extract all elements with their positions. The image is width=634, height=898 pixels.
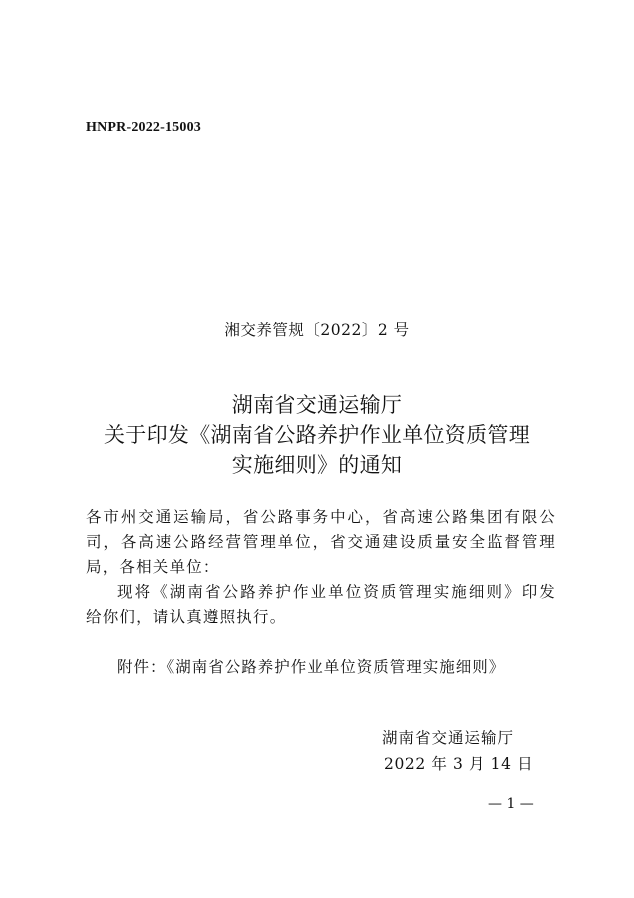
document-code: HNPR-2022-15003 — [86, 120, 201, 135]
title-line-3: 实施细则》的通知 — [231, 453, 403, 477]
title-line-2: 关于印发《湖南省公路养护作业单位资质管理 — [104, 423, 530, 447]
issuer-signature: 湖南省交通运输厅 — [382, 729, 515, 747]
title-line-1: 湖南省交通运输厅 — [231, 393, 403, 417]
document-title — [0, 390, 634, 480]
document-body — [86, 505, 556, 630]
attachment-note: 附件：《湖南省公路养护作业单位资质管理实施细则》 — [117, 658, 506, 676]
issue-date: 2022 年 3 月 14 日 — [384, 755, 534, 773]
content-line-1: 现将《湖南省公路养护作业单位资质管理实施细则》印发 — [117, 583, 556, 601]
recipients-line-1: 各市州交通运输局，省公路事务中心，省高速公路集团有限公 — [86, 508, 556, 526]
recipients-line-3: 局，各相关单位： — [86, 558, 220, 576]
content-line-2: 给你们，请认真遵照执行。 — [86, 608, 287, 626]
document-number: 湘交养管规〔2022〕2 号 — [224, 321, 410, 339]
recipients-line-2: 司，各高速公路经营管理单位，省交通建设质量安全监督管理 — [86, 533, 556, 551]
page-number: — 1 — — [488, 796, 534, 812]
